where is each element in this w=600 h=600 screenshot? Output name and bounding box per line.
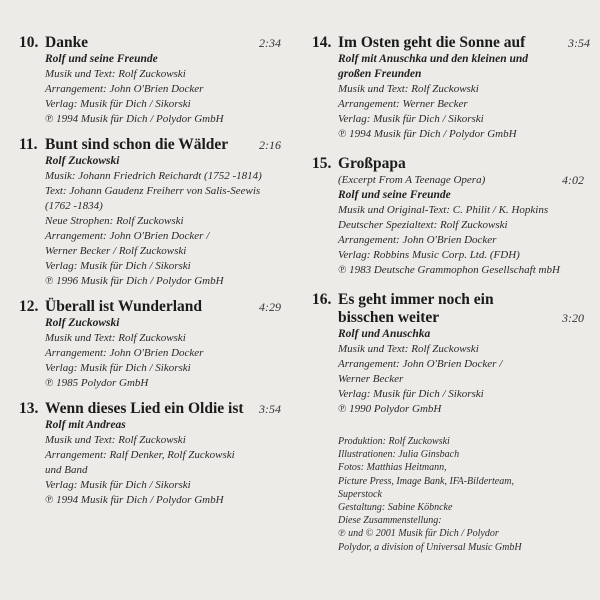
credit-line: ℗ 1990 Polydor GmbH	[338, 403, 442, 415]
track-title: Wenn dieses Lied ein Oldie ist	[45, 400, 244, 417]
credit-line: ℗ 1994 Musik für Dich / Polydor GmbH	[45, 113, 224, 125]
credit-line: ℗ 1983 Deutsche Grammophon Gesellschaft mbH	[338, 264, 560, 276]
track-title: Es geht immer noch ein	[338, 291, 494, 308]
track-number: 14.	[312, 34, 332, 51]
credit-line: Verlag: Robbins Music Corp. Ltd. (FDH)	[338, 249, 520, 261]
track-duration: 4:02	[562, 173, 584, 187]
credit-line: Musik und Original-Text: C. Philit / K. Hopkins	[338, 204, 549, 216]
credit-line: (1762 -1834)	[45, 200, 103, 212]
credits-line: Picture Press, Image Bank, IFA-Bilderteam,	[338, 475, 514, 487]
credit-line: Musik und Text: Rolf Zuckowski	[45, 434, 186, 446]
credits-line: Fotos: Matthias Heitmann,	[338, 462, 447, 474]
credits-line: Produktion: Rolf Zuckowski	[338, 436, 450, 447]
credit-line: Arrangement: John O'Brien Docker /	[45, 230, 210, 242]
credit-line: Arrangement: John O'Brien Docker	[45, 347, 204, 359]
track-number: 11.	[19, 136, 38, 153]
credit-line: Verlag: Musik für Dich / Sikorski	[45, 260, 191, 272]
track-title-row	[19, 136, 281, 154]
credit-line: und Band	[45, 464, 88, 476]
credit-line: Verlag: Musik für Dich / Sikorski	[45, 479, 191, 491]
track-artist: Rolf und seine Freunde	[338, 189, 451, 201]
credits-line: Polydor, a division of Universal Music GmbH	[338, 541, 522, 553]
track-duration: 4:29	[259, 300, 281, 314]
credit-line: Verlag: Musik für Dich / Sikorski	[45, 98, 191, 110]
credits-line: Gestaltung: Sabine Köbncke	[338, 502, 453, 514]
credits-line: Superstock	[338, 488, 382, 500]
credit-line: Arrangement: Werner Becker	[338, 98, 468, 110]
credit-line: Musik und Text: Rolf Zuckowski	[45, 68, 186, 80]
track-title-row	[312, 34, 590, 52]
track-entry	[19, 136, 281, 289]
production-credits	[312, 435, 590, 554]
credits-line: Diese Zusammenstellung:	[338, 515, 442, 527]
credit-line: Arrangement: Ralf Denker, Rolf Zuckowski	[45, 449, 235, 461]
track-number: 15.	[312, 155, 332, 172]
credits-line: Illustrationen: Julia Ginsbach	[338, 449, 460, 461]
track-number: 12.	[19, 298, 39, 315]
track-title-row	[312, 155, 590, 173]
credit-line: Verlag: Musik für Dich / Sikorski	[338, 388, 484, 400]
track-subtitle-row	[312, 173, 590, 188]
track-number: 13.	[19, 400, 39, 417]
track-duration: 2:16	[259, 138, 281, 152]
track-artist: Rolf Zuckowski	[45, 155, 120, 167]
track-duration: 3:54	[259, 402, 281, 416]
credit-line: Musik und Text: Rolf Zuckowski	[338, 343, 479, 355]
track-title-row	[19, 298, 281, 316]
credit-line: Deutscher Spezialtext: Rolf Zuckowski	[338, 219, 508, 231]
track-title: Bunt sind schon die Wälder	[45, 136, 229, 153]
credit-line: Werner Becker / Rolf Zuckowski	[45, 245, 187, 257]
credits-line: ℗ und © 2001 Musik für Dich / Polydor	[338, 528, 499, 540]
track-entry	[312, 155, 590, 278]
track-title: Überall ist Wunderland	[45, 298, 203, 315]
track-entry	[312, 34, 590, 142]
track-title: Im Osten geht die Sonne auf	[338, 34, 526, 51]
credit-line: ℗ 1994 Musik für Dich / Polydor GmbH	[45, 494, 224, 506]
track-duration: 3:20	[562, 311, 584, 325]
track-number: 16.	[312, 291, 332, 308]
track-title-row	[19, 400, 281, 418]
credit-line: Verlag: Musik für Dich / Sikorski	[338, 113, 484, 125]
track-title-row	[312, 291, 590, 309]
track-artist: Rolf mit Anuschka und den kleinen und	[338, 53, 529, 65]
track-title: Danke	[45, 34, 89, 51]
track-subtitle: (Excerpt From A Teenage Opera)	[338, 174, 486, 186]
track-title: Großpapa	[338, 155, 406, 172]
credit-line: ℗ 1996 Musik für Dich / Polydor GmbH	[45, 275, 224, 287]
track-title-row	[312, 309, 590, 327]
credit-line: Verlag: Musik für Dich / Sikorski	[45, 362, 191, 374]
credit-line: Neue Strophen: Rolf Zuckowski	[45, 215, 184, 227]
track-number: 10.	[19, 34, 39, 51]
track-duration: 3:54	[568, 36, 590, 50]
track-entry	[312, 291, 590, 417]
track-artist: Rolf mit Andreas	[45, 419, 126, 431]
credit-line: Werner Becker	[338, 373, 404, 385]
track-entry	[19, 34, 281, 127]
track-artist: Rolf Zuckowski	[45, 317, 120, 329]
track-artist: großen Freunden	[338, 68, 422, 80]
track-title-row	[19, 34, 281, 52]
credit-line: Text: Johann Gaudenz Freiherr von Salis-Seewis	[45, 185, 261, 197]
right-column	[312, 34, 590, 554]
track-title: bisschen weiter	[338, 309, 440, 326]
track-entry	[19, 298, 281, 391]
credit-line: Arrangement: John O'Brien Docker	[338, 234, 497, 246]
credit-line: Arrangement: John O'Brien Docker	[45, 83, 204, 95]
credit-line: Musik: Johann Friedrich Reichardt (1752 -1814)	[45, 170, 262, 182]
credit-line: ℗ 1994 Musik für Dich / Polydor GmbH	[338, 128, 517, 140]
track-entry	[19, 400, 281, 508]
track-artist: Rolf und Anuschka	[338, 328, 431, 340]
left-column	[19, 34, 281, 517]
credit-line: Musik und Text: Rolf Zuckowski	[338, 83, 479, 95]
credit-line: Musik und Text: Rolf Zuckowski	[45, 332, 186, 344]
track-artist: Rolf und seine Freunde	[45, 53, 158, 65]
credit-line: ℗ 1985 Polydor GmbH	[45, 377, 149, 389]
credit-line: Arrangement: John O'Brien Docker /	[338, 358, 503, 370]
track-duration: 2:34	[259, 36, 281, 50]
